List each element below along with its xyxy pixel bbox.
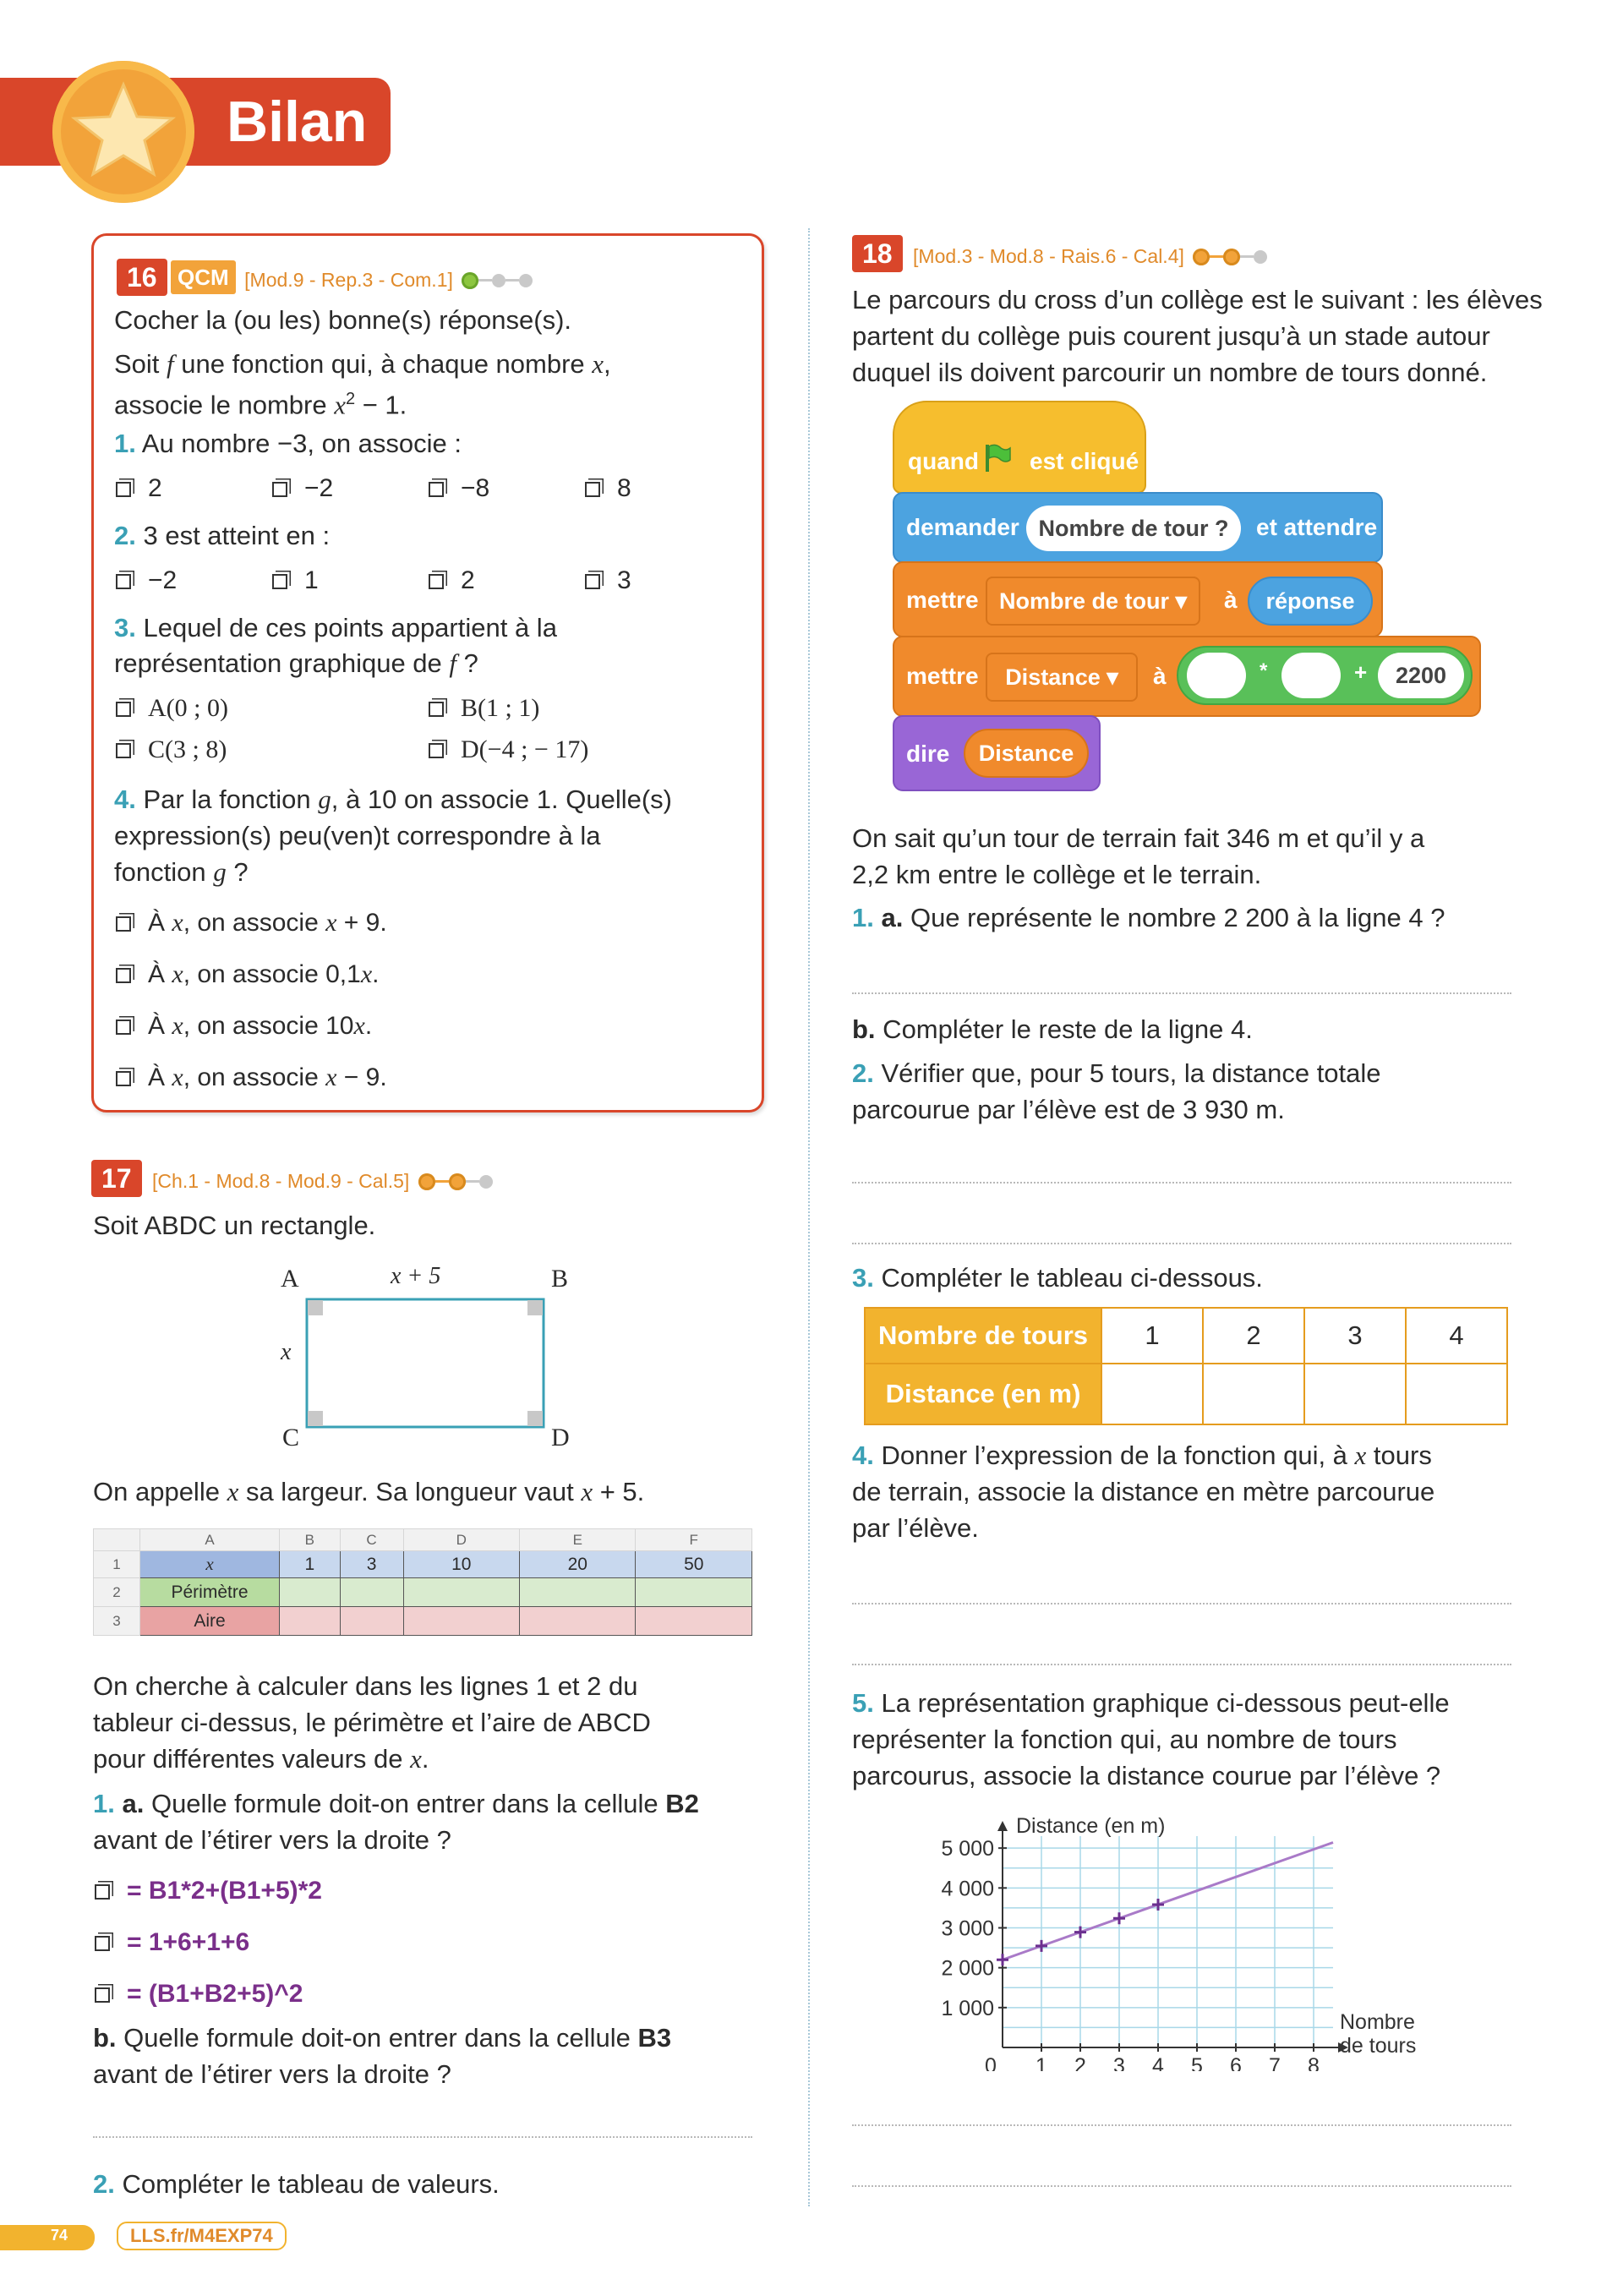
- green-flag-icon: [984, 443, 1011, 479]
- ex16-q1-option[interactable]: 2: [116, 472, 162, 506]
- checkbox-icon[interactable]: [116, 482, 131, 497]
- ex16-q4-option[interactable]: À x, on associe 0,1x.: [116, 958, 380, 992]
- ex17-sentence: On appelle x sa largeur. Sa longueur vaut x + 5.: [93, 1477, 645, 1506]
- page-number-tab: [0, 2225, 95, 2250]
- skills-ref: [Mod.3 - Mod.8 - Rais.6 - Cal.4]: [913, 245, 1184, 267]
- scratch-empty-slot[interactable]: [1187, 653, 1246, 698]
- scratch-answer-reporter: réponse: [1248, 577, 1373, 626]
- answer-line[interactable]: [852, 2124, 1511, 2126]
- ex16-q4-option[interactable]: À x, on associe 10x.: [116, 1009, 372, 1043]
- exercise-number: 18: [852, 235, 903, 272]
- ex16-definition-line2: associe le nombre $x^2 - 1$.: [114, 390, 407, 420]
- x-axis-label: de tours: [1340, 2034, 1417, 2058]
- x-tick-label: 3: [1113, 2054, 1125, 2071]
- ex17-paragraph-1: On cherche à calculer dans les lignes 1 et 2 du: [93, 1671, 638, 1701]
- x-tick-label: 1: [1036, 2054, 1047, 2071]
- checkbox-icon[interactable]: [116, 1020, 131, 1035]
- x-tick-label: 2: [1074, 2054, 1086, 2071]
- ex16-definition-line1: Soit f une fonction qui, à chaque nombre x,: [114, 349, 611, 379]
- data-point: [1152, 1899, 1164, 1911]
- answer-line[interactable]: [852, 992, 1511, 994]
- ex18-question4: 4. Donner l’expression de la fonction qui, à x tours: [852, 1440, 1432, 1470]
- y-axis-arrow: [997, 1821, 1008, 1831]
- width-label: x: [281, 1339, 292, 1365]
- checkbox-icon[interactable]: [116, 968, 131, 983]
- difficulty-icon: [462, 276, 533, 290]
- series-line: [1003, 1843, 1333, 1960]
- x-tick-label: 8: [1308, 2054, 1320, 2071]
- exercise-16-header: [117, 259, 533, 296]
- answer-line[interactable]: [852, 1603, 1511, 1604]
- vertex-label-a: A: [281, 1265, 299, 1293]
- ex17-paragraph-2: tableur ci-dessus, le périmètre et l’aire de ABCD: [93, 1708, 651, 1737]
- ex17-question1a-line2: avant de l’étirer vers la droite ?: [93, 1825, 451, 1855]
- lls-link[interactable]: LLS.fr/M4EXP74: [117, 2222, 287, 2250]
- ex16-q4-option[interactable]: À x, on associe x − 9.: [116, 1061, 387, 1095]
- checkbox-icon[interactable]: [429, 482, 444, 497]
- vertex-label-c: C: [282, 1424, 300, 1451]
- ex17-question1b-line2: avant de l’étirer vers la droite ?: [93, 2059, 451, 2089]
- formula-option[interactable]: = (B1+B2+5)^2: [95, 1977, 303, 2011]
- ex16-q3-option[interactable]: A(0 ; 0): [116, 692, 228, 725]
- ex18-question1b: b. Compléter le reste de la ligne 4.: [852, 1014, 1253, 1044]
- y-tick-label: 4 000: [941, 1877, 994, 1901]
- ex17-intro: Soit ABDC un rectangle.: [93, 1211, 376, 1240]
- distance-chart: [921, 1801, 1445, 2071]
- value-table: [864, 1307, 1508, 1425]
- ex17-question2: 2. Compléter le tableau de valeurs.: [93, 2169, 500, 2199]
- page-number: 74: [51, 2227, 68, 2244]
- data-point: [1036, 1940, 1047, 1952]
- x-tick-label: 6: [1230, 2054, 1242, 2071]
- ex16-q2-option[interactable]: 2: [429, 564, 475, 598]
- checkbox-icon[interactable]: [116, 702, 131, 717]
- spreadsheet-row: 2 Périmètre: [94, 1578, 752, 1607]
- table-header-distance: Distance (en m): [865, 1364, 1101, 1424]
- rectangle-figure: [254, 1258, 592, 1452]
- checkbox-icon[interactable]: [116, 743, 131, 758]
- checkbox-icon[interactable]: [585, 574, 600, 589]
- tours-table: Nombre de tours 1 2 3 4 Distance (en m): [864, 1307, 1508, 1425]
- ex18-paragraph-4: On sait qu’un tour de terrain fait 346 m et qu’il y a: [852, 823, 1425, 853]
- star-icon: [52, 61, 194, 203]
- x-tick-label: 4: [1152, 2054, 1164, 2071]
- spreadsheet-row: 1 x 1 3 10 20 50: [94, 1551, 752, 1578]
- page-title: Bilan: [227, 90, 368, 154]
- scratch-block-set-tours: mettre à: [893, 561, 1383, 637]
- checkbox-icon[interactable]: [429, 702, 444, 717]
- ex16-q2-option[interactable]: −2: [116, 564, 177, 598]
- checkbox-icon[interactable]: [272, 482, 287, 497]
- ex18-question4-line3: par l’élève.: [852, 1513, 979, 1543]
- chart-plot: [921, 1801, 1445, 2071]
- y-tick-label: 5 000: [941, 1837, 994, 1861]
- checkbox-icon[interactable]: [429, 743, 444, 758]
- ex18-question4-line2: de terrain, associe la distance en mètre parcourue: [852, 1477, 1435, 1506]
- ex18-question5: 5. La représentation graphique ci-dessous peut-elle: [852, 1688, 1450, 1718]
- difficulty-icon: [418, 1177, 493, 1191]
- answer-line[interactable]: [852, 1664, 1511, 1665]
- y-axis-label: Distance (en m): [1016, 1814, 1166, 1838]
- spreadsheet-column-header: A B C D E F: [94, 1529, 752, 1551]
- answer-line[interactable]: [852, 2185, 1511, 2187]
- ex18-paragraph-1: Le parcours du cross d’un collège est le suivant : les élèves: [852, 285, 1543, 314]
- x-axis-label: Nombre: [1340, 2010, 1415, 2034]
- scratch-variable-reporter: Distance: [964, 729, 1089, 778]
- y-tick-label: 2 000: [941, 1956, 994, 1981]
- checkbox-icon[interactable]: [272, 574, 287, 589]
- scratch-empty-slot[interactable]: [1281, 653, 1341, 698]
- exercise-number: 17: [91, 1160, 142, 1197]
- data-point: [1113, 1912, 1125, 1924]
- answer-line[interactable]: [852, 1243, 1511, 1244]
- ex18-paragraph-5: 2,2 km entre le collège et le terrain.: [852, 860, 1262, 889]
- y-tick-label: 3 000: [941, 1916, 994, 1941]
- ex16-question2: 2. 3 est atteint en :: [114, 521, 331, 550]
- ex18-question3: 3. Compléter le tableau ci-dessous.: [852, 1263, 1263, 1293]
- scratch-variable-dropdown[interactable]: Nombre de tour ▾: [986, 577, 1200, 626]
- ex16-q2-option[interactable]: 3: [585, 564, 631, 598]
- scratch-variable-dropdown[interactable]: Distance ▾: [986, 653, 1138, 702]
- ex16-q1-option[interactable]: −2: [272, 472, 333, 506]
- ex16-instruction: Cocher la (ou les) bonne(s) réponse(s).: [114, 305, 572, 335]
- ex18-question1a: 1. a. Que représente le nombre 2 200 à la ligne 4 ?: [852, 903, 1445, 932]
- table-header-tours: Nombre de tours: [865, 1308, 1101, 1364]
- ex18-question5-line3: parcourus, associe la distance courue par l’élève ?: [852, 1761, 1441, 1790]
- formula-option[interactable]: = 1+6+1+6: [95, 1926, 249, 1960]
- ex16-question4: 4. Par la fonction g, à 10 on associe 1. Quelle(s): [114, 784, 672, 814]
- ex16-question3-line2: représentation graphique de f ?: [114, 648, 478, 678]
- difficulty-icon: [1193, 252, 1267, 266]
- scratch-block-when-clicked: quand est cliqué: [893, 401, 1146, 494]
- column-divider: [808, 228, 810, 2206]
- ex16-question1: 1. Au nombre −3, on associe :: [114, 429, 462, 458]
- ex17-paragraph-3: pour différentes valeurs de x.: [93, 1744, 429, 1774]
- answer-line[interactable]: [93, 2136, 752, 2138]
- vertex-label-d: D: [551, 1424, 570, 1451]
- length-label: x + 5: [391, 1263, 441, 1289]
- checkbox-icon[interactable]: [95, 1987, 110, 2003]
- ex18-paragraph-3: duquel ils doivent parcourir un nombre de tours donné.: [852, 358, 1488, 387]
- x-tick-label: 0: [985, 2054, 997, 2071]
- scratch-program: quand est cliqué demander et attendre Nombre de tour ? mettre à Nombre de tour ▾ réponse mettre à Distance ▾ * + 2200 dire Distance: [893, 401, 1484, 790]
- scratch-block-say: dire: [893, 715, 1101, 791]
- vertex-label-b: B: [551, 1265, 569, 1293]
- ex16-q4-option[interactable]: À x, on associe x + 9.: [116, 906, 387, 940]
- ex17-question1b: b. Quelle formule doit-on entrer dans la cellule B3: [93, 2023, 672, 2053]
- skills-ref: [Ch.1 - Mod.8 - Mod.9 - Cal.5]: [152, 1170, 410, 1192]
- ex16-question3: 3. Lequel de ces points appartient à la: [114, 613, 557, 642]
- spreadsheet-row: 3 Aire: [94, 1607, 752, 1636]
- checkbox-icon[interactable]: [116, 574, 131, 589]
- checkbox-icon[interactable]: [116, 916, 131, 932]
- ex18-question2: 2. Vérifier que, pour 5 tours, la distance totale: [852, 1058, 1381, 1088]
- ex16-q3-option[interactable]: C(3 ; 8): [116, 733, 227, 767]
- ex16-q1-option[interactable]: 8: [585, 472, 631, 506]
- ex18-question2-line2: parcourue par l’élève est de 3 930 m.: [852, 1095, 1285, 1124]
- formula-option[interactable]: = B1*2+(B1+5)*2: [95, 1874, 322, 1908]
- checkbox-icon[interactable]: [585, 482, 600, 497]
- checkbox-icon[interactable]: [95, 1936, 110, 1951]
- ex16-question4-line2: expression(s) peu(ven)t correspondre à la: [114, 821, 601, 850]
- ex16-q3-option[interactable]: B(1 ; 1): [429, 692, 539, 725]
- ex16-q1-option[interactable]: −8: [429, 472, 489, 506]
- data-point: [997, 1954, 1008, 1965]
- qcm-badge: QCM: [171, 260, 236, 294]
- answer-line[interactable]: [852, 1182, 1511, 1184]
- ex16-q3-option[interactable]: D(−4 ; − 17): [429, 733, 588, 767]
- scratch-block-set-distance: mettre à: [893, 636, 1481, 717]
- x-tick-label: 5: [1191, 2054, 1203, 2071]
- scratch-block-ask: demander et attendre: [893, 492, 1383, 563]
- ex17-question1a: 1. a. Quelle formule doit-on entrer dans la cellule B2: [93, 1789, 699, 1818]
- spreadsheet: [93, 1528, 752, 1636]
- exercise-number: 16: [117, 259, 167, 296]
- ex18-question5-line2: représenter la fonction qui, au nombre de tours: [852, 1725, 1397, 1754]
- spreadsheet-table: [93, 1528, 752, 1636]
- scratch-ask-input[interactable]: Nombre de tour ?: [1026, 506, 1241, 551]
- scratch-number-input[interactable]: 2200: [1378, 653, 1464, 698]
- exercise-18-header: [852, 235, 1267, 272]
- ex16-question4-line3: fonction g ?: [114, 857, 249, 887]
- ex16-q2-option[interactable]: 1: [272, 564, 319, 598]
- exercise-17-header: [91, 1160, 493, 1197]
- ex18-paragraph-2: partent du collège puis courent jusqu’à un stade autour: [852, 321, 1490, 351]
- checkbox-icon[interactable]: [95, 1884, 110, 1900]
- skills-ref: [Mod.9 - Rep.3 - Com.1]: [244, 269, 453, 291]
- checkbox-icon[interactable]: [116, 1071, 131, 1086]
- x-tick-label: 7: [1269, 2054, 1281, 2071]
- checkbox-icon[interactable]: [429, 574, 444, 589]
- y-tick-label: 1 000: [941, 1996, 994, 2020]
